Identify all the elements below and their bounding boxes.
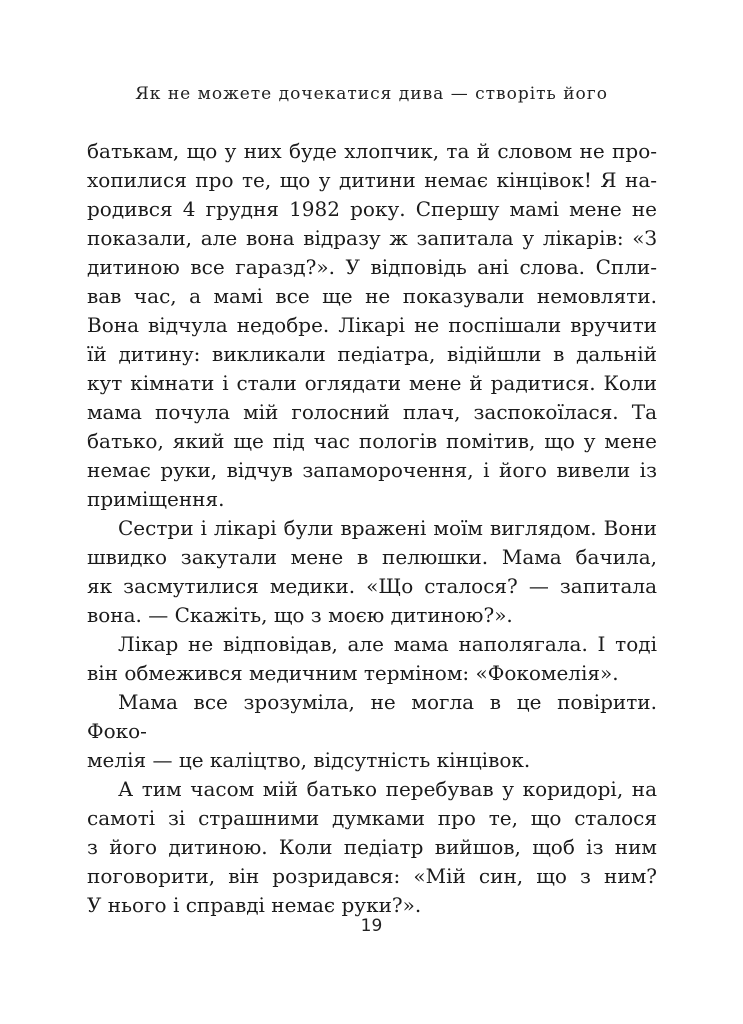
page-number: 19 xyxy=(360,916,383,936)
text-line: показали, але вона відразу ж запитала у лікарів: «З xyxy=(87,226,657,250)
text-line: Вона відчула недобре. Лікарі не поспішали вручити xyxy=(87,313,657,337)
text-line: він обмежився медичним терміном: «Фокомелія». xyxy=(87,661,619,685)
text-line: вона. — Скажіть, що з моєю дитиною?». xyxy=(87,603,513,627)
text-line: У нього і справді немає руки?». xyxy=(87,893,422,917)
text-line: дитиною все гаразд?». У відповідь ані слова. Спли- xyxy=(87,255,657,279)
text-line: швидко закутали мене в пелюшки. Мама бачила, xyxy=(87,545,657,569)
text-line: родився 4 грудня 1982 року. Спершу мамі мене не xyxy=(87,197,657,221)
text-line: приміщення. xyxy=(87,487,225,511)
text-line: мелія — це каліцтво, відсутність кінцівок. xyxy=(87,748,531,772)
text-line: поговорити, він розридався: «Мій син, що з ним? xyxy=(87,864,657,888)
text-line: вав час, а мамі все ще не показували немовляти. xyxy=(87,284,657,308)
text-line: Лікар не відповідав, але мама наполягала. І тоді xyxy=(118,632,657,656)
text-line: батькам, що у них буде хлопчик, та й словом не про- xyxy=(87,139,657,163)
text-line: мама почула мій голосний плач, заспокоїлася. Та xyxy=(87,400,657,424)
text-line: батько, який ще під час пологів помітив, що у мене xyxy=(87,429,657,453)
body-text xyxy=(87,137,657,920)
text-line: з його дитиною. Коли педіатр вийшов, щоб із ним xyxy=(87,835,657,859)
text-line: А тим часом мій батько перебував у коридорі, на xyxy=(118,777,657,801)
text-line: хопилися про те, що у дитини немає кінцівок! Я на- xyxy=(87,168,657,192)
text-line: їй дитину: викликали педіатра, відійшли в дальній xyxy=(87,342,657,366)
text-line: як засмутилися медики. «Що сталося? — запитала xyxy=(87,574,657,598)
text-line: кут кімнати і стали оглядати мене й радитися. Коли xyxy=(87,371,657,395)
running-header: Як не можете дочекатися дива — створіть його xyxy=(135,84,608,104)
text-line: самоті зі страшними думками про те, що сталося xyxy=(87,806,657,830)
text-line: Сестри і лікарі були вражені моїм виглядом. Вони xyxy=(118,516,657,540)
text-line: Мама все зрозуміла, не могла в це повірити. Фоко- xyxy=(87,690,657,743)
text-line: немає руки, відчув запаморочення, і його вивели із xyxy=(87,458,657,482)
